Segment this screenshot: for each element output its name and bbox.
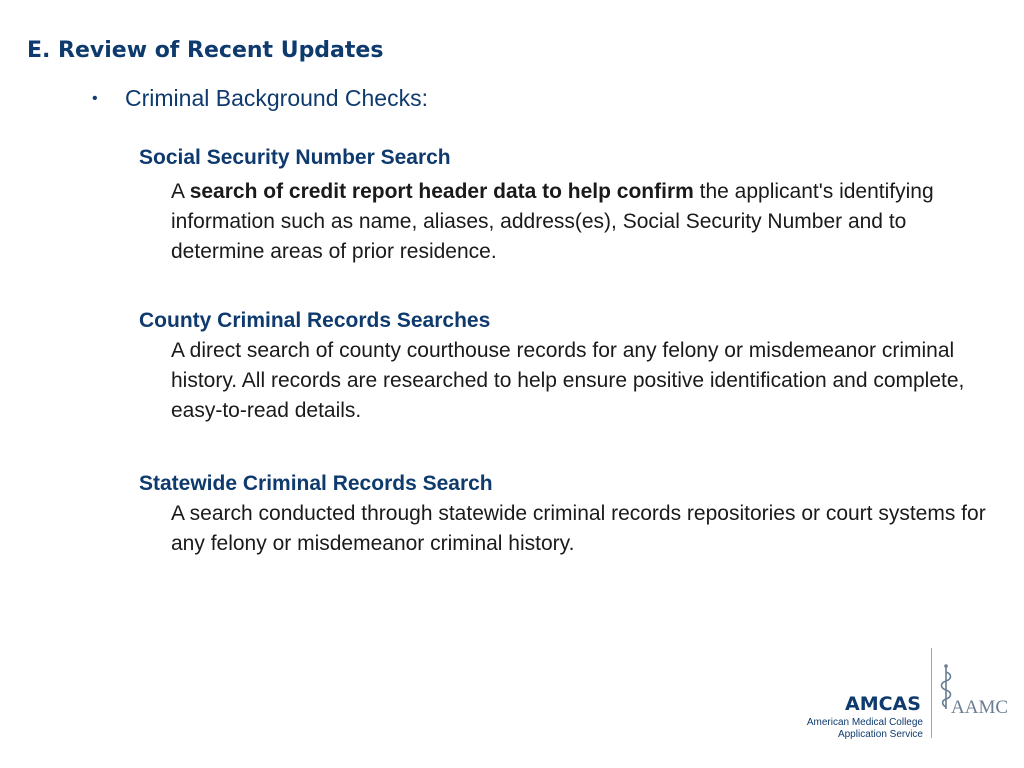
section-body: A direct search of county courthouse records for any felony or misdemeanor criminal history. All records are researched to help ensure positive identification and complete, easy-to-read details. <box>171 339 965 422</box>
section-heading: Statewide Criminal Records Search <box>139 472 493 495</box>
amcas-logo-text: AMCAS <box>845 693 921 715</box>
body-bold: search of credit report header data to help confirm <box>189 180 694 203</box>
section-statewide-search <box>139 469 999 559</box>
section-body: A search conducted through statewide criminal records repositories or court systems for any felony or misdemeanor criminal history. <box>171 502 986 555</box>
body-lead: A <box>171 180 190 203</box>
section-heading: Social Security Number Search <box>139 146 451 169</box>
section-ssn-search <box>139 143 999 267</box>
amcas-subtitle-line1: American Medical College <box>806 717 923 728</box>
aamc-logo-text: AAMC <box>951 697 1009 718</box>
section-body <box>171 177 991 267</box>
amcas-subtitle-line2: Application Service <box>837 729 923 740</box>
section-heading: County Criminal Records Searches <box>139 309 491 332</box>
slide-title: E. Review of Recent Updates <box>27 38 384 63</box>
amcas-subtitle <box>807 717 923 741</box>
body-rest: the applicant's identifying information such as name, aliases, address(es), Social Security Number and to determine areas of prior residence. <box>171 180 934 263</box>
bullet-text: Criminal Background Checks: <box>125 85 428 111</box>
bullet-item <box>92 85 428 112</box>
bullet-icon: • <box>92 90 98 107</box>
section-county-search <box>139 306 999 426</box>
logo-divider <box>931 648 932 738</box>
footer-logo <box>800 645 1020 745</box>
